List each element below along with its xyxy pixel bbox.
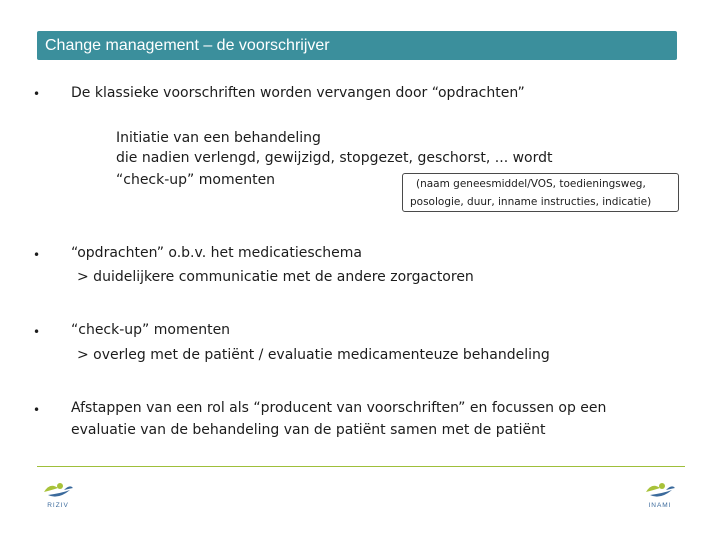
bullet-marker-1: • [33,87,41,101]
inami-logo-text: INAMI [648,502,672,509]
bullet-marker-4: • [33,403,41,417]
sub-text-line-1: Initiatie van een behandeling [116,130,321,146]
annotation-line-1: (naam geneesmiddel/VOS, toedieningsweg, [416,178,646,190]
bullet-4-line-1: Afstappen van een rol als “producent van voorschriften” en focussen op een [71,400,607,416]
footer-divider [37,466,685,467]
inami-logo-icon [642,478,678,502]
riziv-logo-text: RIZIV [47,502,69,509]
bullet-2-line-1: “opdrachten” o.b.v. het medicatieschema [71,245,363,261]
bullet-marker-2: • [33,248,41,262]
riziv-logo [40,478,76,514]
slide-title-bar [37,31,677,60]
bullet-4-line-2: evaluatie van de behandeling van de patiënt samen met de patiënt [71,422,546,438]
sub-text-line-3: “check-up” momenten [116,172,276,188]
annotation-line-2: posologie, duur, inname instructies, indicatie) [410,196,652,208]
bullet-marker-3: • [33,325,41,339]
bullet-1-text: De klassieke voorschriften worden vervangen door “opdrachten” [71,85,525,101]
bullet-3-line-2: > overleg met de patiënt / evaluatie medicamenteuze behandeling [77,347,550,363]
bullet-3-line-1: “check-up” momenten [71,322,231,338]
slide-title: Change management – de voorschrijver [45,37,330,54]
sub-text-line-2: die nadien verlengd, gewijzigd, stopgezet, geschorst, ... wordt [116,150,553,166]
bullet-2-line-2: > duidelijkere communicatie met de andere zorgactoren [77,269,474,285]
inami-logo [642,478,678,514]
riziv-logo-icon [40,478,76,502]
